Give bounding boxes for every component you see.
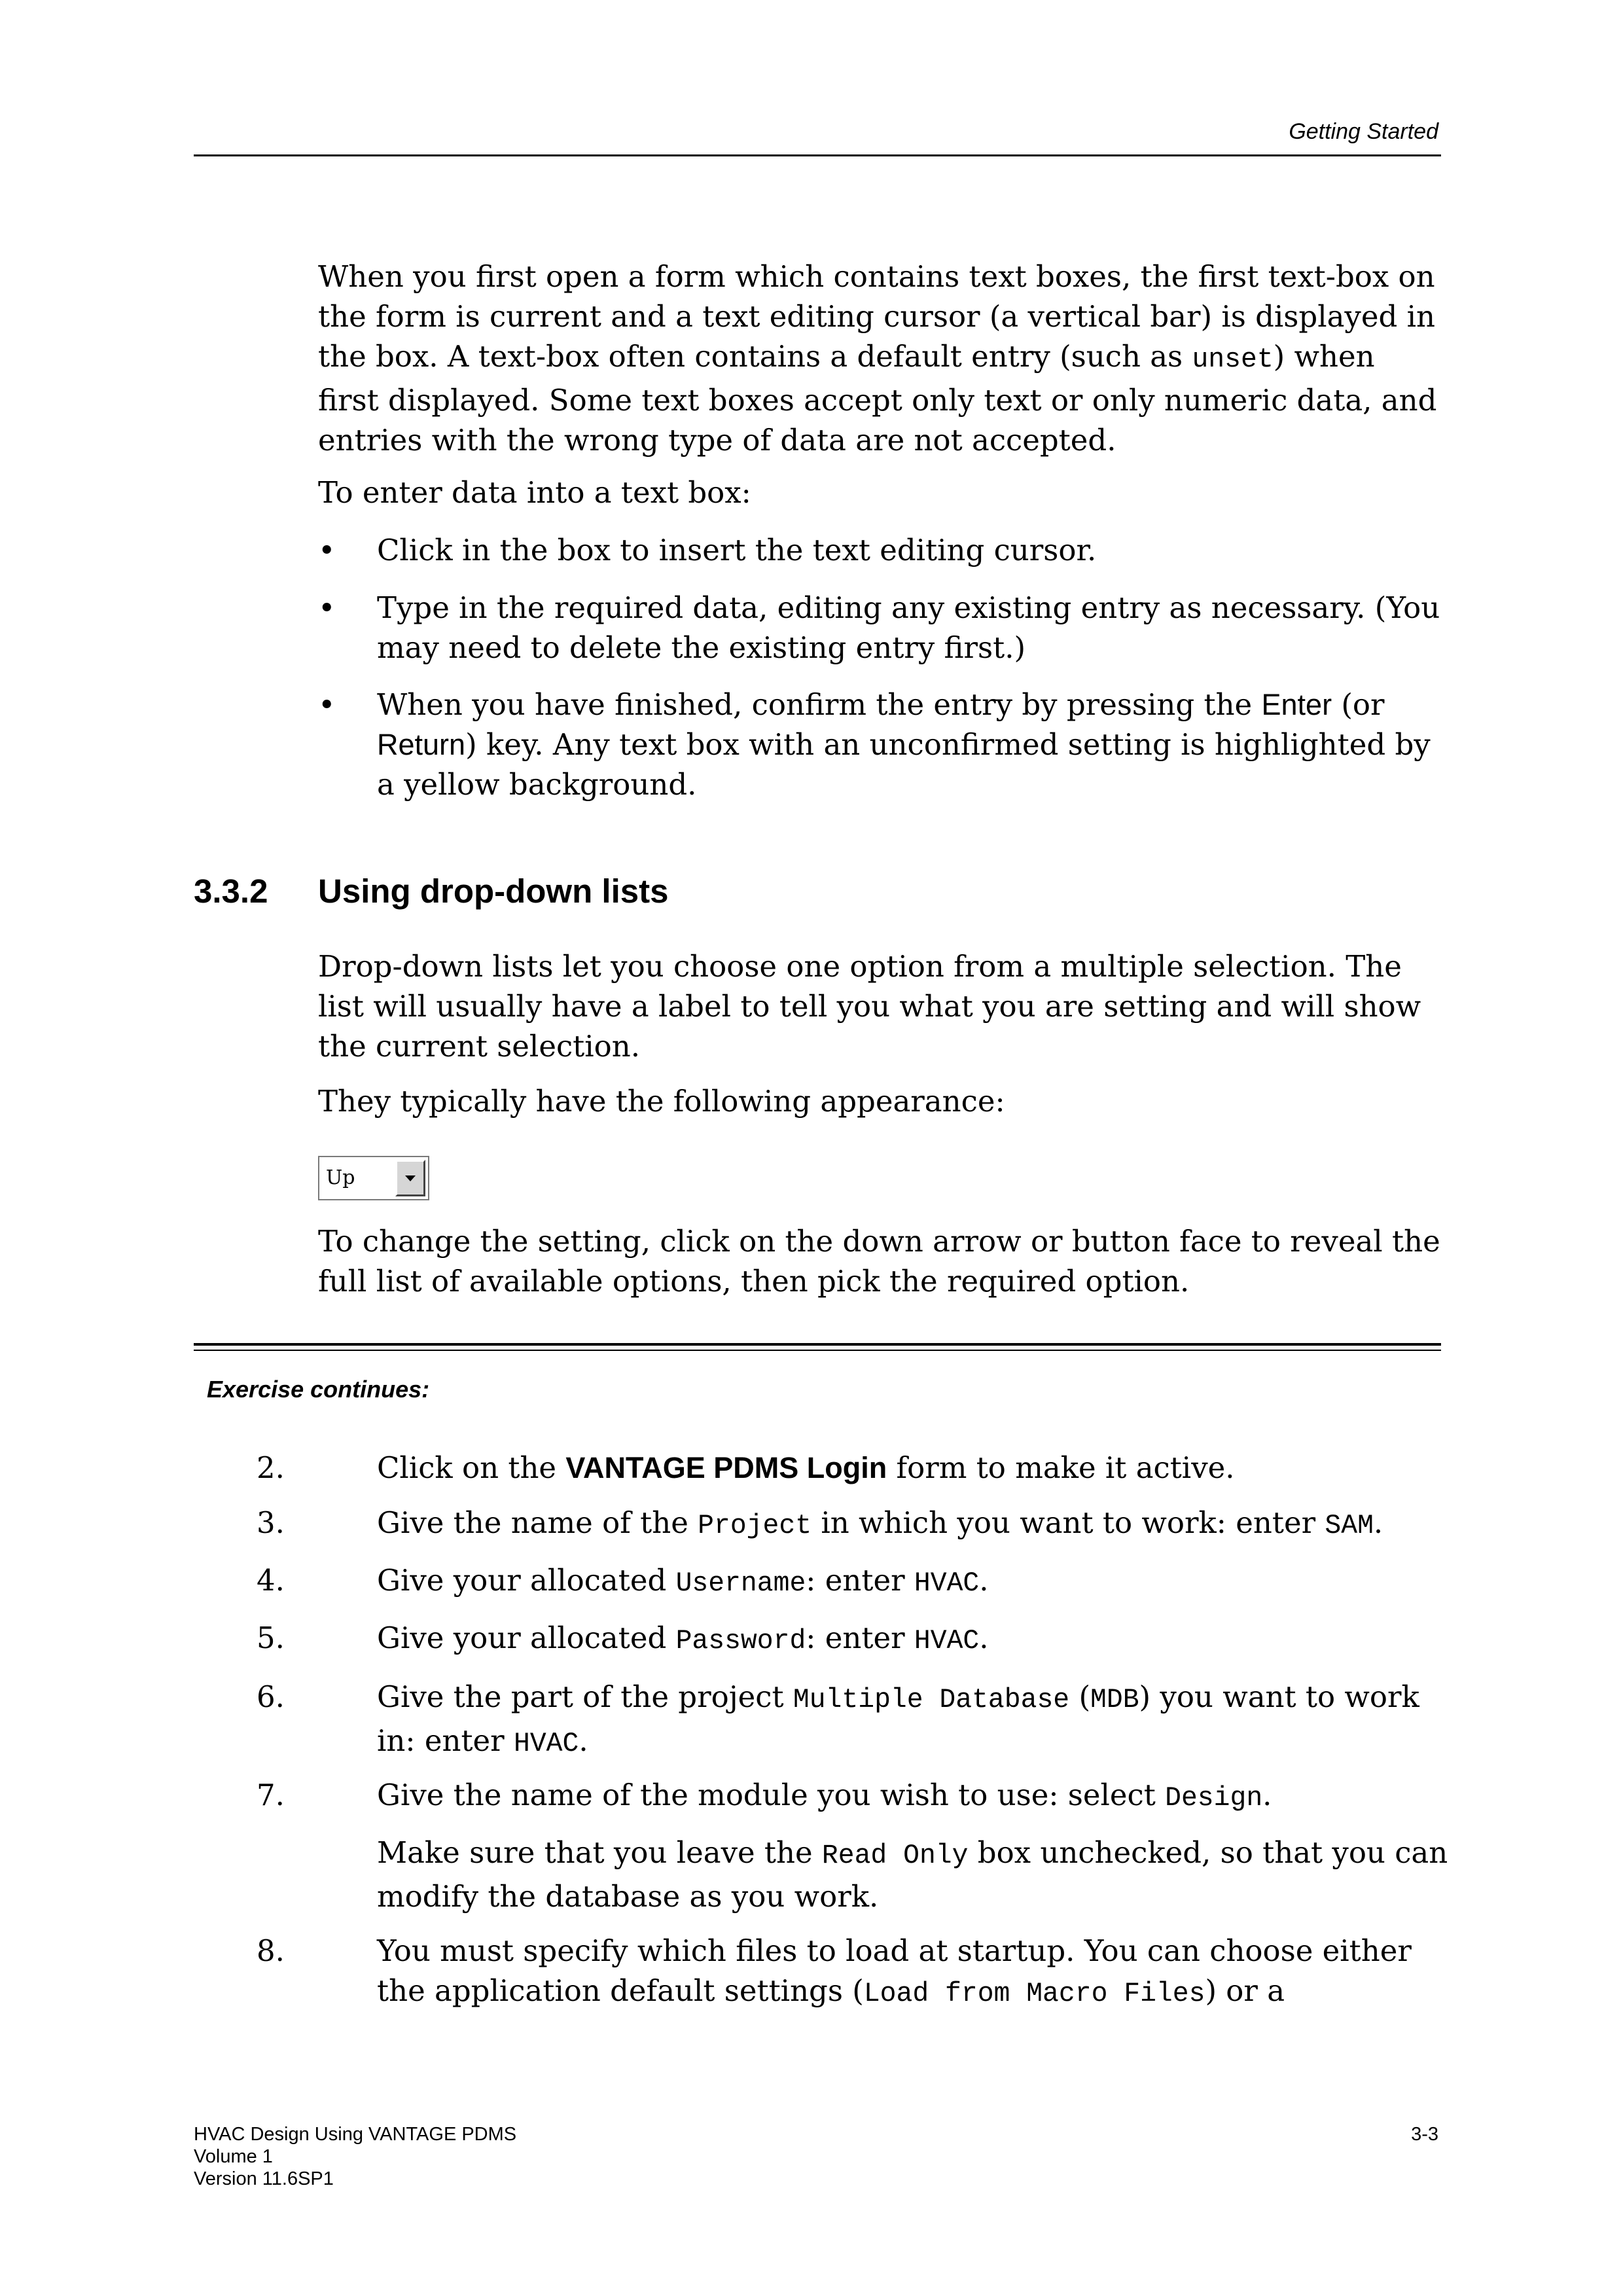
step-7: Give the name of the module you wish to use: select Design.	[377, 1778, 1272, 1814]
step-5: Give your allocated Password: enter HVAC.	[377, 1621, 989, 1657]
key-return: Return	[377, 728, 466, 761]
bullet-item-1: Click in the box to insert the text editing cursor.	[377, 533, 1097, 567]
page-number: 3-3	[1411, 2124, 1438, 2145]
bullet-marker: •	[318, 687, 336, 722]
running-header: Getting Started	[1289, 119, 1438, 144]
step-number: 8.	[257, 1933, 285, 1968]
step-number: 3.	[257, 1505, 285, 1540]
step-number: 4.	[257, 1563, 285, 1598]
bullet-marker: •	[318, 533, 336, 567]
exercise-rule-thick	[194, 1343, 1441, 1346]
footer-title: HVAC Design Using VANTAGE PDMS	[194, 2124, 517, 2145]
header-rule	[194, 154, 1441, 156]
change-setting-paragraph: To change the setting, click on the down arrow or button face to reveal the full list of available options, then pick the required option.	[318, 1224, 1440, 1299]
step-number: 2.	[257, 1450, 285, 1485]
example-dropdown[interactable]	[318, 1156, 429, 1200]
intro-text-2: ) when first displayed. Some text boxes accept only text or only numeric data, and entries with the wrong type of data are not accepted.	[318, 339, 1437, 457]
dropdown-intro-paragraph: Drop-down lists let you choose one option from a multiple selection. The list will usually have a label to tell you what you are setting and will show the current selection.	[318, 949, 1421, 1064]
dropdown-button[interactable]	[395, 1160, 425, 1196]
step-number: 7.	[257, 1778, 285, 1812]
enter-data-intro: To enter data into a text box:	[318, 475, 751, 510]
intro-paragraph	[318, 257, 1444, 460]
footer-version: Version 11.6SP1	[194, 2168, 334, 2189]
step-3: Give the name of the Project in which you want to work: enter SAM.	[377, 1505, 1383, 1541]
appearance-text: They typically have the following appearance:	[318, 1084, 1005, 1119]
step-7-note: Make sure that you leave the Read Only box unchecked, so that you can modify the database as you work.	[377, 1835, 1448, 1914]
step-6: Give the part of the project Multiple Database (MDB) you want to work in: enter HVAC.	[377, 1679, 1419, 1759]
section-title: Using drop-down lists	[318, 872, 669, 910]
exercise-rule-thin	[194, 1350, 1441, 1351]
section-number: 3.3.2	[194, 872, 268, 910]
step-2: Click on the VANTAGE PDMS Login form to make it active.	[377, 1450, 1235, 1485]
bullet-item-2: Type in the required data, editing any existing entry as necessary. (You may need to delete the existing entry first.)	[377, 590, 1440, 665]
step-number: 6.	[257, 1679, 285, 1714]
intro-text-1: When you first open a form which contains text boxes, the first text-box on the form is current and a text editing cursor (a vertical bar) is displayed in the box. A text-box often contains a default entry (such as	[318, 259, 1435, 374]
bullet-item-3: When you have finished, confirm the entry by pressing the Enter (or Return) key. Any text box with an unconfirmed setting is highlighted by a yellow background.	[377, 687, 1431, 802]
bullet-marker: •	[318, 590, 336, 625]
form-name: VANTAGE PDMS Login	[565, 1451, 887, 1484]
exercise-label: Exercise continues:	[207, 1376, 430, 1403]
step-number: 5.	[257, 1621, 285, 1655]
step-4: Give your allocated Username: enter HVAC.	[377, 1563, 989, 1599]
key-enter: Enter	[1261, 688, 1332, 721]
step-8: You must specify which files to load at startup. You can choose either the application default settings (Load from Macro Files) or a	[377, 1933, 1412, 2009]
chevron-down-icon	[405, 1175, 416, 1181]
code-unset: unset	[1192, 345, 1274, 375]
footer-volume: Volume 1	[194, 2146, 273, 2167]
dropdown-value: Up	[326, 1166, 355, 1189]
